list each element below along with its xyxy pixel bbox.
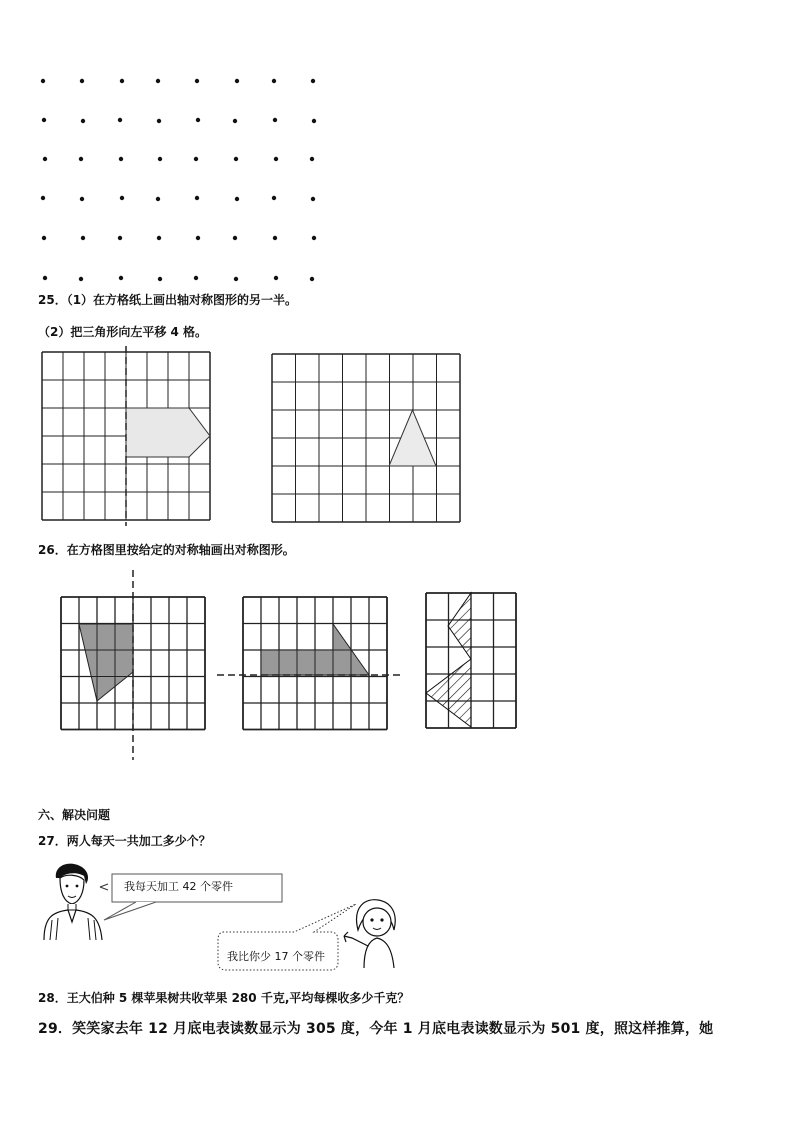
grid-dot <box>310 277 314 281</box>
grid-dot <box>118 118 122 122</box>
grid-dot <box>157 119 161 123</box>
dot-grid <box>0 0 794 300</box>
question-text: （2）把三角形向左平移 4 格。 <box>38 325 208 339</box>
grid-dot <box>272 196 276 200</box>
grid-dot <box>311 79 315 83</box>
grid-dot <box>274 276 278 280</box>
grid-dot <box>118 236 122 240</box>
question-text: （1）在方格纸上画出轴对称图形的另一半。 <box>66 293 298 307</box>
grid-dot <box>81 119 85 123</box>
question-number: 25． <box>38 293 67 307</box>
question-number: 27． <box>38 834 67 848</box>
grid-dot <box>235 197 239 201</box>
section-title: 六、解决问题 <box>38 808 111 822</box>
question-27 <box>38 832 211 849</box>
shaded-trapezoid-shape <box>79 624 133 701</box>
grid-dot <box>158 157 162 161</box>
question-25-part2 <box>38 323 207 340</box>
grid-dot <box>195 79 199 83</box>
grid-dot <box>41 196 45 200</box>
grid-dot <box>194 276 198 280</box>
grid-dot <box>43 276 47 280</box>
grid-dot <box>120 79 124 83</box>
q26-grid-vertical-axis <box>61 597 221 777</box>
girl-illustration <box>340 896 410 971</box>
grid-dot <box>234 157 238 161</box>
grid-dot <box>157 236 161 240</box>
grid-dot <box>81 236 85 240</box>
grid-dot <box>310 157 314 161</box>
grid-dot <box>196 236 200 240</box>
grid-dot <box>79 157 83 161</box>
q26-grid-hatched <box>426 593 526 733</box>
question-25-part1 <box>38 291 297 308</box>
grid-dot <box>119 157 123 161</box>
question-text: 王大伯种 5 棵苹果树共收苹果 280 千克,平均每棵收多少千克？ <box>66 991 410 1005</box>
grid-dot <box>312 119 316 123</box>
grid-dot <box>312 236 316 240</box>
question-number: 29． <box>38 1021 73 1037</box>
half-pentagon-shape <box>126 408 210 457</box>
grid-dot <box>42 236 46 240</box>
grid-dot <box>195 196 199 200</box>
question-text: 笑笑家去年 12 月底电表读数显示为 305 度，今年 1 月底电表读数显示为 501 度，照这样推算，她 <box>72 1021 714 1037</box>
grid-dot <box>234 277 238 281</box>
grid-dot <box>274 157 278 161</box>
girl-speech-bubble: 我比你少 17 个零件 <box>227 950 325 963</box>
q26-grid-horizontal-axis <box>243 597 443 757</box>
question-29 <box>38 1018 713 1038</box>
grid-dot <box>80 197 84 201</box>
question-26 <box>38 541 295 558</box>
grid-dot <box>158 277 162 281</box>
grid-dot <box>80 79 84 83</box>
question-number: 26． <box>38 543 67 557</box>
grid-dot <box>194 157 198 161</box>
grid-dot <box>42 118 46 122</box>
grid-dot <box>311 197 315 201</box>
grid-dot <box>156 197 160 201</box>
grid-dot <box>41 79 45 83</box>
grid-dot <box>43 157 47 161</box>
question-text: 在方格图里按给定的对称轴画出对称图形。 <box>66 543 295 557</box>
grid-dot <box>273 236 277 240</box>
q25-grid-triangle <box>272 354 472 534</box>
q25-grid-axial-figure <box>42 352 222 532</box>
question-number: 28． <box>38 991 67 1005</box>
grid-dot <box>156 79 160 83</box>
grid-dot <box>273 118 277 122</box>
man-speech-bubble: 我每天加工 42 个零件 <box>124 880 233 893</box>
question-text: 两人每天一共加工多少个？ <box>66 834 211 848</box>
grid-dot <box>119 276 123 280</box>
grid-dot <box>233 236 237 240</box>
grid-dot <box>233 119 237 123</box>
grid-dot <box>196 118 200 122</box>
question-28 <box>38 989 409 1006</box>
hatched-triangle-upper <box>448 593 471 659</box>
grid-dot <box>120 196 124 200</box>
grid-dot <box>79 277 83 281</box>
grid-dot <box>272 79 276 83</box>
grid-dot <box>235 79 239 83</box>
